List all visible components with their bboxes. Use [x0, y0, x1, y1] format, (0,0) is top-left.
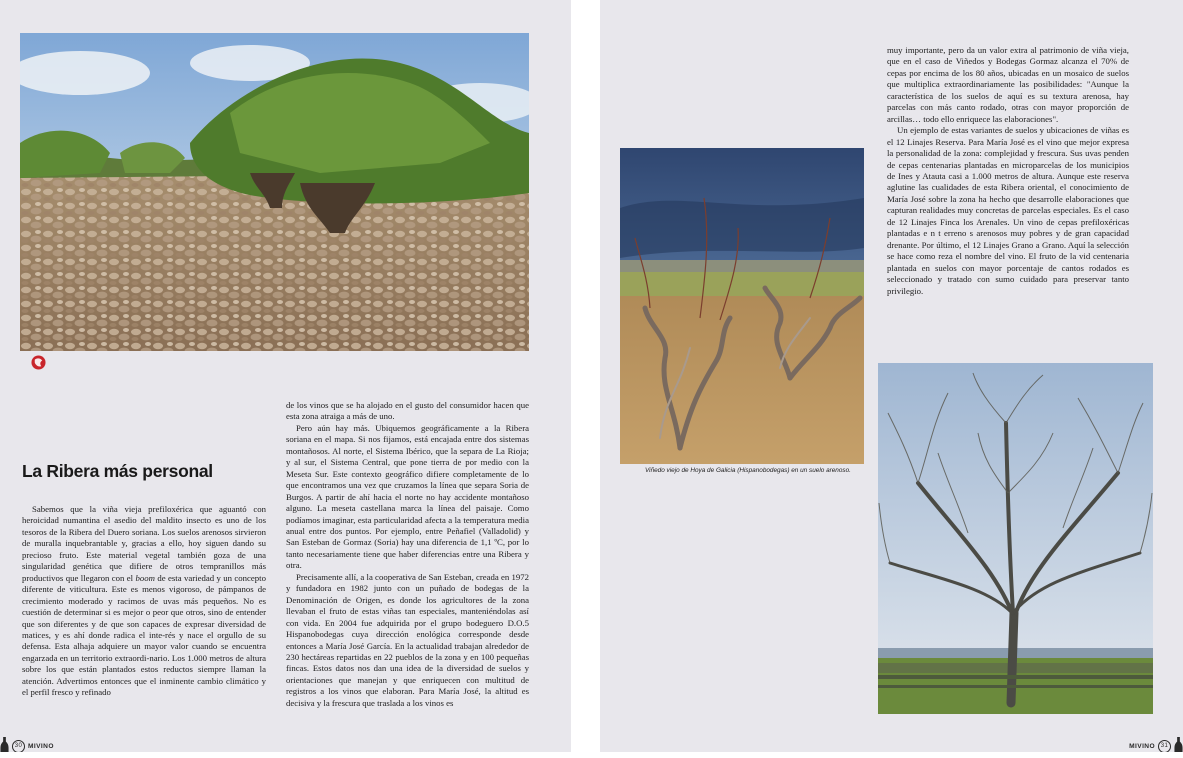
- lone-tree-photo: [878, 363, 1153, 714]
- text-column-2: [286, 400, 529, 709]
- paragraph: Sabemos que la viña vieja prefiloxérica que aguantó con heroicidad numantina el asedio del maldito insecto es uno de los tesoros de la Ribera del Duero soriana. Los suelos arenosos sirvieron de muralla inquebrantable y, gracias a ello, hoy siguen dando su precioso fruto. Este material vegetal también goza de una singularidad genética que difiere de otros tempranillos más productivos que llegaron con el boom de esta variedad y un concepto diferente de viticultura. Este es menos vigoroso, de pámpanos de crecimiento moderado y racimos de uvas más pequeños. No es cuestión de determinar si es mejor o peor que otros, sino de entender que son diferentes y de que son capaces de expresar diversidad de matices, y es ahí donde radica el inte-rés y nace el orgullo de su defensa. Esta alhaja adquiere un mayor valor cuando se encuentra engarzada en un territorio extraordi-nario. Los 1.000 metros de altura sobre los que están plantados estos reductos siempre llaman la atención. Advertimos entonces que el inminente cambio climático y el perfil fresco y refinado: [22, 504, 266, 698]
- wine-bottle-icon: [0, 737, 9, 752]
- left-page: [0, 0, 571, 752]
- paragraph: de los vinos que se ha alojado en el gusto del consumidor hacen que esta zona atraiga a más de uno.: [286, 400, 529, 422]
- wine-bottle-icon: [1174, 737, 1183, 752]
- paragraph: Un ejemplo de estas variantes de suelos y ubicaciones de viñas es el 12 Linajes Reserva. Para María José es el vino que mejor expresa la personalidad de la zona: complejidad y frescura. Sus uvas penden de cepas centenarias plantadas en microparcelas de los municipios de Ines y Atauta casi a 1.000 metros de altura. Aunque este reserva aglutine las cualidades de esta Ribera oriental, el conocimiento de María José sobre la zona ha hecho que desarrolle elaboraciones que capturan realidades muy concretas de parcelas especiales. Es el caso de 12 Linajes Finca los Arenales. Un vino de cepas prefiloxéricas plantadas e n t erreno s arenosos muy pobres y de gran capacidad drenante. Por último, el 12 Linajes Grano a Grano. Aquí la selección se hace como reza el nombre del vino. El fruto de la vid centenaria plantada en suelos con mayor porcentaje de cantos rodados es seleccionado y tratado con sumo cuidado para preservar tanto privilegio.: [887, 125, 1129, 296]
- footer-right: [1129, 737, 1183, 752]
- vineyard-stony-soil-photo: [20, 33, 529, 351]
- page-gutter: [571, 0, 600, 758]
- brand-name: MIVINO: [1129, 742, 1155, 750]
- paragraph: Precisamente allí, a la cooperativa de San Esteban, creada en 1972 y fundadora en 1982 junto con un puñado de bodegas de la Denominación de Origen, es donde los agricultores de la zona llevaban el fruto de estas viñas tan especiales, manteniéndolas así con vida. En 2004 fue adquirida por el grupo bodeguero D.O.5 Hispanobodegas cuya dirección enológica corresponde desde entonces a María José García. En la actualidad trabajan alrededor de 230 hectáreas repartidas en 22 pueblos de la zona y en 100 pequeñas fincas. Estos datos nos dan una idea de la diversidad de suelos y orientaciones que manejan y que enriquecen con multitud de registros a los vinos que elaboran. Para María José, la altitud es decisiva y la frescura que traslada a los vinos es: [286, 571, 529, 708]
- footer-left: [0, 737, 54, 752]
- section-heading: La Ribera más personal: [22, 461, 213, 481]
- page-number: 30: [12, 740, 25, 753]
- right-page: [600, 0, 1183, 752]
- photo-caption: Viñedo viejo de Hoya de Galicia (Hispanobodegas) en un suelo arenoso.: [645, 467, 851, 474]
- page-number: 31: [1158, 740, 1171, 753]
- text-column-1: [22, 504, 266, 699]
- text-column-3: [887, 45, 1129, 297]
- paragraph: muy importante, pero da un valor extra al patrimonio de viña vieja, que en el caso de Viñedos y Bodegas Gormaz alcanza el 70% de cepas por encima de los 80 años, ubicadas en un mosaico de suelos que multiplica extraordinariamente las posibilidades: "Aunque la característica de los suelos de aquí es su textura arenosa, hay parcelas con más canto rodado, otras con mayor proporción de arcillas… todo ello enriquece las elaboraciones".: [887, 45, 1129, 124]
- brand-name: MIVINO: [28, 742, 54, 750]
- paragraph: Pero aún hay más. Ubiquemos geográficamente a la Ribera soriana en el mapa. Si nos fijamos, está encajada entre dos sistemas montañosos. Al norte, el Sistema Ibérico, que la separa de La Rioja; y al sur, el Sistema Central, que pone tierra de por medio con la Meseta Sur. Este contexto geográfico difiere completamente de lo que encontramos una vez que cruzamos la línea que separa Soria de Burgos. A partir de ahí hacia el norte no hay accidente montañoso alguno. La meseta castellana marca la línea del paisaje. Como podíamos imaginar, esta particularidad afecta a la temperatura media anual entre dos puntos. Por ejemplo, entre Peñafiel (Valladolid) y San Esteban de Gormaz (Soria) hay una diferencia de 1,1 ºC, por lo tanto necesariamente tiene que haber diferencias entre una Ribera y otra.: [286, 422, 529, 571]
- old-vine-sandy-soil-photo: [620, 148, 864, 464]
- publication-logo-icon: [31, 355, 46, 370]
